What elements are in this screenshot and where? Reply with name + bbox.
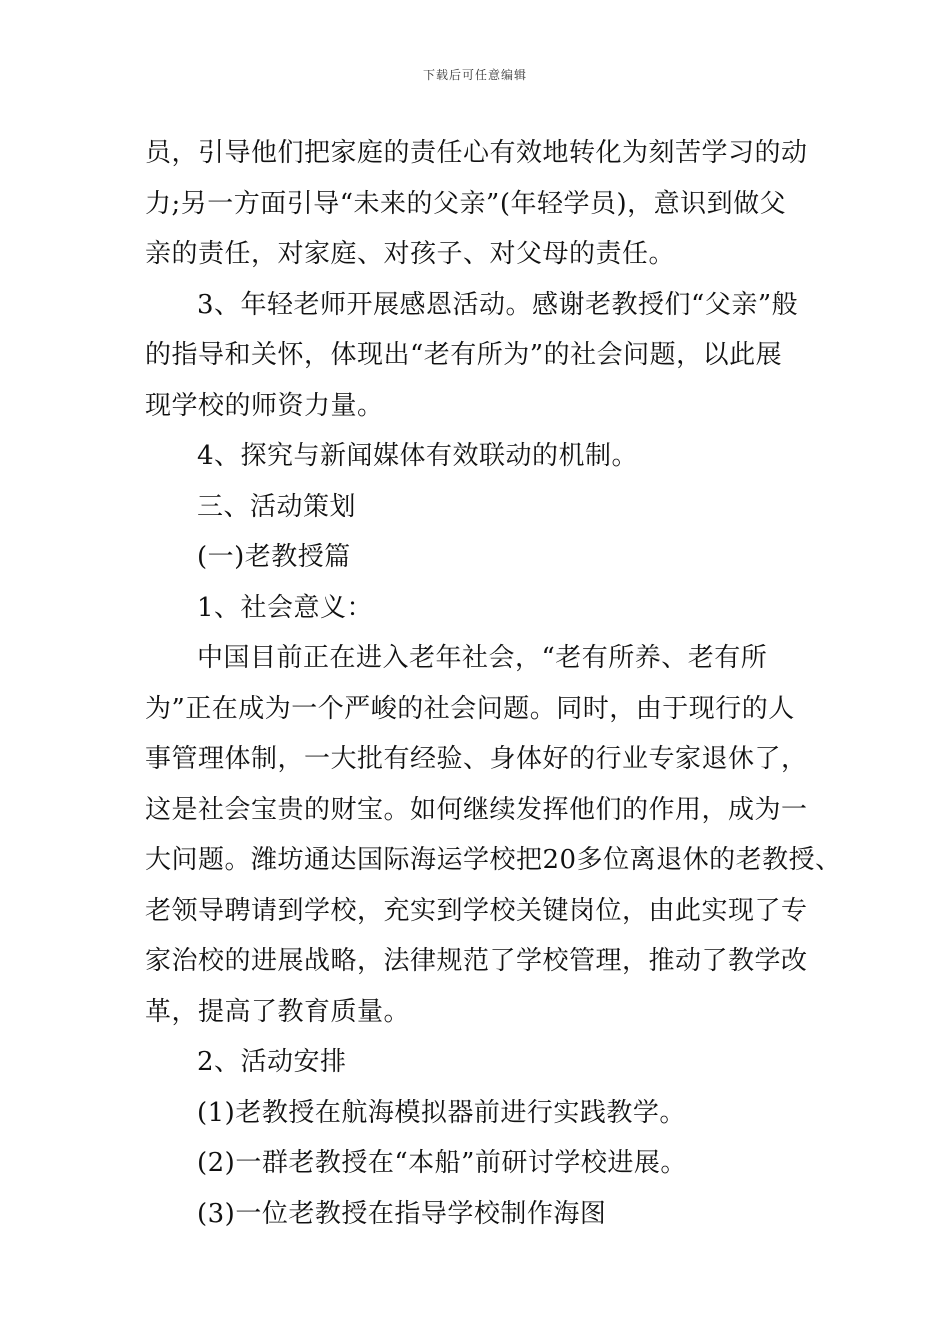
list-item: (2)一群老教授在“本船”前研讨学校进展。 bbox=[197, 1148, 687, 1178]
list-item: (1)老教授在航海模拟器前进行实践教学。 bbox=[197, 1097, 686, 1128]
text-line: 现学校的师资力量。 bbox=[145, 390, 384, 421]
section-heading: 三、活动策划 bbox=[197, 491, 357, 522]
text-line: 员，引导他们把家庭的责任心有效地转化为刻苦学习的动 bbox=[145, 138, 808, 168]
text-line: 1、社会意义： bbox=[197, 592, 374, 623]
header-note: 下载后可任意编辑 bbox=[422, 68, 527, 82]
text-line: 革，提高了教育质量。 bbox=[145, 996, 411, 1027]
text-line: 事管理体制，一大批有经验、身体好的行业专家退休了， bbox=[145, 744, 808, 774]
document-body bbox=[145, 128, 842, 1239]
text-line: 2、活动安排 bbox=[197, 1047, 347, 1077]
text-line: 为”正在成为一个严峻的社会问题。同时，由于现行的人 bbox=[145, 693, 795, 724]
text-line: 大问题。潍坊通达国际海运学校把20多位离退休的老教授、 bbox=[145, 845, 842, 875]
text-line: 力;另一方面引导“未来的父亲”(年轻学员)，意识到做父 bbox=[145, 188, 787, 219]
text-line: 家治校的进展战略，法律规范了学校管理，推动了教学改 bbox=[145, 946, 808, 976]
text-line: 3、年轻老师开展感恩活动。感谢老教授们“父亲”般 bbox=[197, 289, 799, 320]
text-line: 4、探究与新闻媒体有效联动的机制。 bbox=[197, 441, 639, 471]
subsection-heading: (一)老教授篇 bbox=[197, 542, 351, 572]
text-line: 亲的责任，对家庭、对孩子、对父母的责任。 bbox=[145, 239, 676, 269]
text-line: 的指导和关怀，体现出“老有所为”的社会问题，以此展 bbox=[145, 340, 783, 370]
text-line: 这是社会宝贵的财宝。如何继续发挥他们的作用，成为一 bbox=[145, 794, 808, 825]
list-item: (3)一位老教授在指导学校制作海图 bbox=[197, 1198, 607, 1229]
text-line: 老领导聘请到学校，充实到学校关键岗位，由此实现了专 bbox=[145, 895, 808, 926]
text-line: 中国目前正在进入老年社会，“老有所养、老有所 bbox=[197, 643, 768, 673]
